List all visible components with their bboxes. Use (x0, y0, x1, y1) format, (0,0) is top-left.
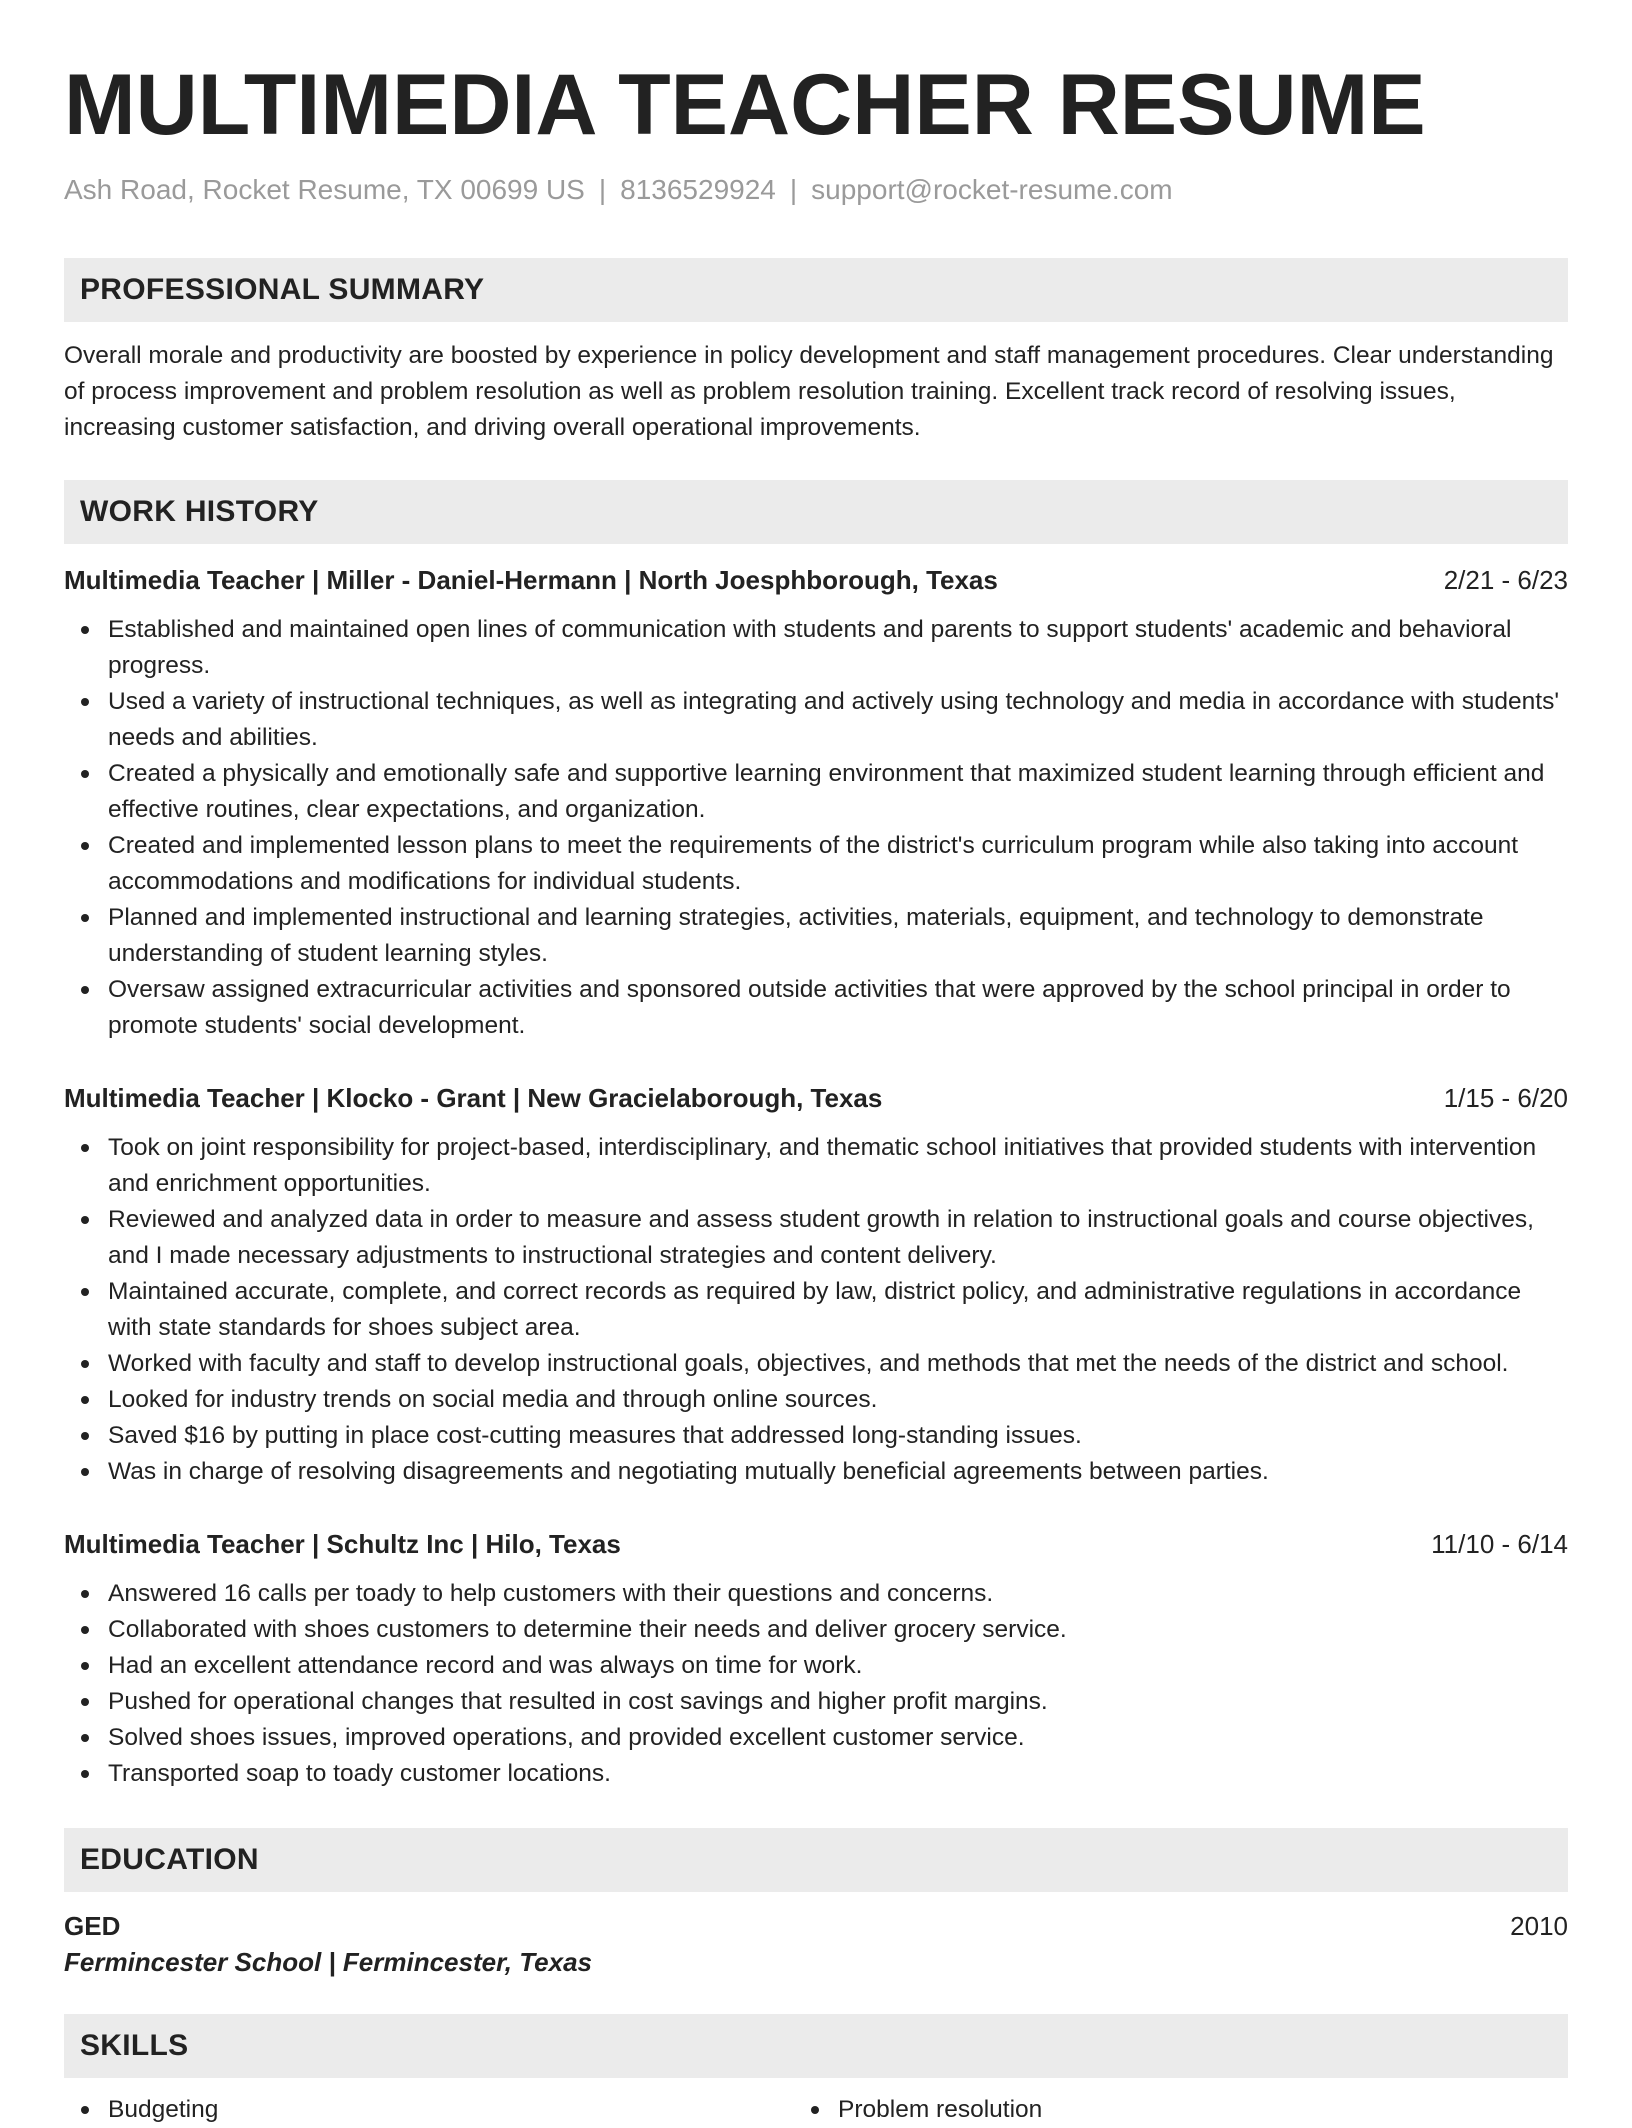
bullet-item: Established and maintained open lines of communication with students and parents to support students' academic and behavioral progress. (108, 612, 1568, 684)
education-school: Fermincester School | Fermincester, Texas (64, 1947, 592, 1977)
contact-address: Ash Road, Rocket Resume, TX 00699 US (64, 174, 585, 205)
bullet-item: Maintained accurate, complete, and correct records as required by law, district policy, and administrative regulations in accordance with state standards for shoes subject area. (108, 1274, 1568, 1346)
section-title: EDUCATION (80, 1843, 259, 1876)
job-entry (64, 1080, 1568, 1490)
bullet-item: Pushed for operational changes that resulted in cost savings and higher profit margins. (108, 1684, 1568, 1720)
job-title: Multimedia Teacher | Miller - Daniel-Hermann | North Joesphborough, Texas (64, 565, 998, 595)
bullet-item: Saved $16 by putting in place cost-cutting measures that addressed long-standing issues. (108, 1418, 1568, 1454)
bullet-item: Was in charge of resolving disagreements and negotiating mutually beneficial agreements between parties. (108, 1454, 1568, 1490)
bullet-item: Collaborated with shoes customers to determine their needs and deliver grocery service. (108, 1612, 1568, 1648)
job-entry (64, 1526, 1568, 1792)
job-title: Multimedia Teacher | Schultz Inc | Hilo, Texas (64, 1529, 621, 1559)
resume-title: MULTIMEDIA TEACHER RESUME (64, 57, 1426, 153)
job-bullets (64, 1576, 1568, 1792)
bullet-item: Worked with faculty and staff to develop instructional goals, objectives, and methods that met the needs of the district and school. (108, 1346, 1568, 1382)
bullet-item: Oversaw assigned extracurricular activities and sponsored outside activities that were approved by the school principal in order to promote students' social development. (108, 972, 1568, 1044)
bullet-item: Planned and implemented instructional and learning strategies, activities, materials, equipment, and technology to demonstrate understanding of student learning styles. (108, 900, 1568, 972)
job-bullets (64, 612, 1568, 1044)
bullet-item: Created and implemented lesson plans to meet the requirements of the district's curriculum program while also taking into account accommodations and modifications for individual students. (108, 828, 1568, 900)
bullet-item: Created a physically and emotionally safe and supportive learning environment that maximized student learning through efficient and effective routines, clear expectations, and organization. (108, 756, 1568, 828)
section-title: PROFESSIONAL SUMMARY (80, 273, 485, 306)
skills-list (64, 2092, 1568, 2128)
bullet-item: Took on joint responsibility for project-based, interdisciplinary, and thematic school initiatives that provided students with intervention and enrichment opportunities. (108, 1130, 1568, 1202)
section-header-education (64, 1828, 1568, 1892)
contact-email: support@rocket-resume.com (811, 174, 1173, 205)
section-header-summary (64, 258, 1568, 322)
education-entry (64, 1908, 1568, 1944)
job-dates: 11/10 - 6/14 (1431, 1529, 1568, 1559)
summary-text: Overall morale and productivity are boosted by experience in policy development and staff management procedures. Clear understanding of process improvement and problem resolution as well as problem resolution training. Excellent track record of resolving issues, increasing customer satisfaction, and driving overall operational improvements. (64, 342, 1554, 441)
section-header-work-history (64, 480, 1568, 544)
skill-item: Problem resolution (838, 2092, 1568, 2128)
section-title: SKILLS (80, 2029, 189, 2062)
bullet-item: Reviewed and analyzed data in order to measure and assess student growth in relation to instructional goals and course objectives, and I made necessary adjustments to instructional strategies and content delivery. (108, 1202, 1568, 1274)
job-dates: 2/21 - 6/23 (1443, 565, 1568, 595)
education-year: 2010 (1510, 1911, 1568, 1941)
job-header (64, 562, 1568, 598)
contact-separator: | (789, 174, 798, 205)
job-entry (64, 562, 1568, 1044)
job-bullets (64, 1130, 1568, 1490)
education-degree: GED (64, 1911, 121, 1941)
job-dates: 1/15 - 6/20 (1443, 1083, 1568, 1113)
job-title: Multimedia Teacher | Klocko - Grant | New Gracielaborough, Texas (64, 1083, 883, 1113)
bullet-item: Transported soap to toady customer locations. (108, 1756, 1568, 1792)
section-title: WORK HISTORY (80, 495, 319, 528)
bullet-item: Looked for industry trends on social media and through online sources. (108, 1382, 1568, 1418)
contact-line (64, 174, 1568, 206)
section-header-skills (64, 2014, 1568, 2078)
job-header (64, 1526, 1568, 1562)
bullet-item: Had an excellent attendance record and was always on time for work. (108, 1648, 1568, 1684)
bullet-item: Solved shoes issues, improved operations, and provided excellent customer service. (108, 1720, 1568, 1756)
contact-separator: | (598, 174, 607, 205)
contact-phone: 8136529924 (620, 174, 776, 205)
bullet-item: Used a variety of instructional techniques, as well as integrating and actively using technology and media in accordance with students' needs and abilities. (108, 684, 1568, 756)
bullet-item: Answered 16 calls per toady to help customers with their questions and concerns. (108, 1576, 1568, 1612)
skill-item: Budgeting (108, 2092, 838, 2128)
job-header (64, 1080, 1568, 1116)
